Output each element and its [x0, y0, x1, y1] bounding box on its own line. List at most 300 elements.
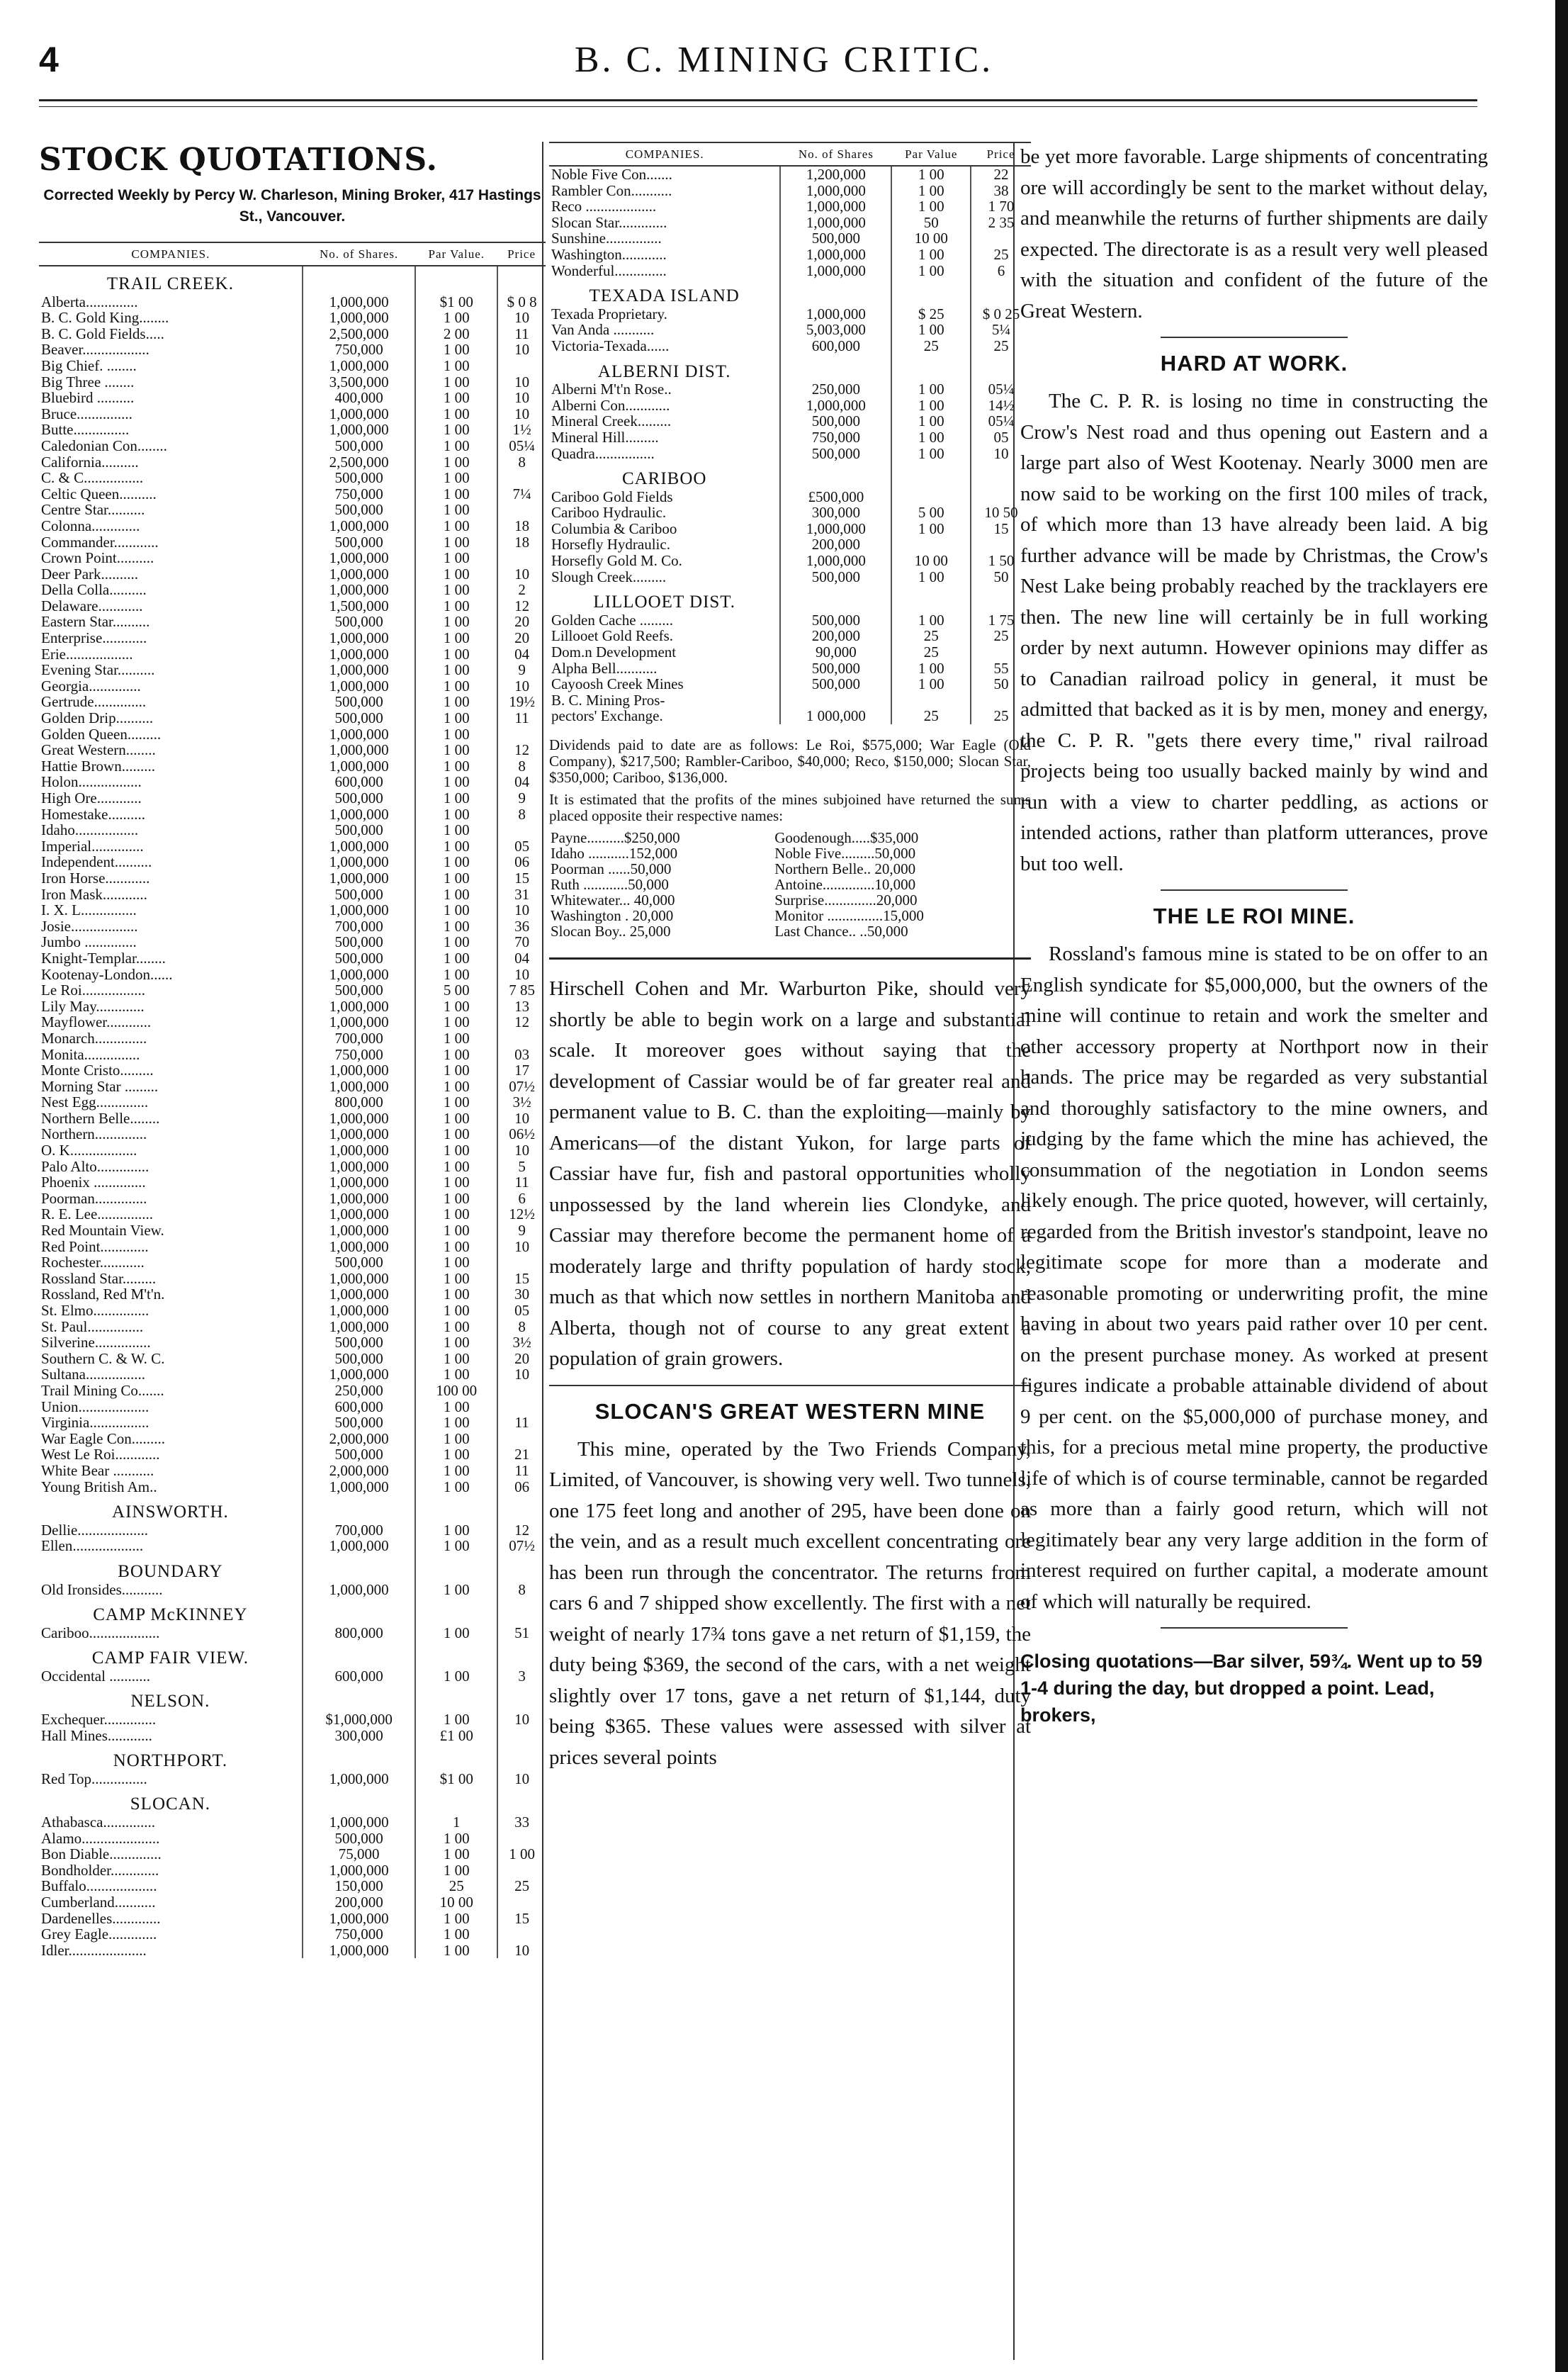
shares-cell: 1,000,000 — [780, 183, 891, 199]
price-cell: 10 — [497, 1142, 546, 1159]
table-row — [39, 1911, 546, 1927]
par-value-cell: 1 00 — [891, 398, 971, 414]
company-name: Iron Horse............ — [41, 869, 150, 887]
table-row — [39, 1030, 546, 1047]
group-heading — [549, 354, 1031, 382]
shares-cell: 1,000,000 — [303, 1142, 416, 1159]
table-row — [39, 662, 546, 678]
shares-cell: 500,000 — [303, 1415, 416, 1431]
group-heading — [39, 1684, 546, 1711]
price-cell: 33 — [497, 1814, 546, 1831]
shares-cell: 200,000 — [303, 1894, 416, 1911]
par-value-cell: 1 00 — [415, 358, 497, 374]
shares-cell: 1,000,000 — [303, 758, 416, 775]
par-value-cell: 1 00 — [415, 742, 497, 758]
company-name: Washington............ — [551, 245, 667, 263]
par-value-cell: 1 00 — [415, 710, 497, 726]
company-name: Evening Star.......... — [41, 661, 155, 679]
par-value-cell: 1 00 — [415, 1463, 497, 1479]
par-value-cell: 1 00 — [891, 381, 971, 398]
shares-cell: 600,000 — [780, 338, 891, 354]
table-row — [549, 536, 1031, 553]
shares-cell: 1,000,000 — [780, 215, 891, 231]
table-row — [39, 326, 546, 342]
estimate-entry: Idaho ...........152,000 — [551, 845, 678, 862]
table-row — [39, 1014, 546, 1030]
table-row — [549, 644, 1031, 661]
par-value-cell: 5 00 — [891, 505, 971, 521]
group-heading — [39, 1495, 546, 1522]
price-cell: 10 50 — [971, 505, 1031, 521]
company-name: Mineral Hill......... — [551, 428, 659, 446]
shares-cell: 150,000 — [303, 1878, 416, 1894]
par-value-cell: 1 00 — [891, 569, 971, 585]
company-name: Idler..................... — [41, 1941, 147, 1959]
shares-cell: 500,000 — [780, 676, 891, 692]
par-value-cell: 1 00 — [415, 470, 497, 486]
table-row — [549, 505, 1031, 521]
group-heading-label: TRAIL CREEK. — [106, 274, 234, 293]
price-cell: 3½ — [497, 1094, 546, 1111]
price-cell: 1 50 — [971, 553, 1031, 569]
par-value-cell: 1 00 — [415, 774, 497, 790]
par-value-cell: 1 00 — [415, 1271, 497, 1287]
shares-cell: 1,000,000 — [303, 1582, 416, 1598]
price-cell: 10 — [497, 902, 546, 918]
par-value-cell: 1 00 — [415, 454, 497, 471]
price-cell — [497, 1383, 546, 1399]
table-row — [549, 215, 1031, 231]
estimate-entry: Payne..........$250,000 — [551, 829, 680, 846]
shares-cell: 1,000,000 — [780, 398, 891, 414]
table-row — [39, 1142, 546, 1159]
par-value-cell: 10 00 — [415, 1894, 497, 1911]
price-cell: 6 — [497, 1191, 546, 1207]
price-cell — [497, 1399, 546, 1415]
shares-cell: 500,000 — [303, 1831, 416, 1847]
par-value-cell: 1 00 — [415, 1625, 497, 1641]
table-row — [39, 870, 546, 887]
company-name: Delaware............ — [41, 597, 143, 614]
price-cell: 25 — [497, 1878, 546, 1894]
company-name: Silverine............... — [41, 1334, 151, 1351]
table-row — [39, 534, 546, 551]
shares-cell: 500,000 — [780, 413, 891, 429]
price-cell: 22 — [971, 166, 1031, 183]
table-row — [39, 1062, 546, 1079]
par-value-cell: 1 00 — [415, 406, 497, 422]
par-value-cell: 1 00 — [415, 518, 497, 534]
price-cell: 9 — [497, 662, 546, 678]
price-cell: 05 — [497, 1303, 546, 1319]
shares-cell: 1,000,000 — [303, 1174, 416, 1191]
par-value-cell: 1 00 — [415, 1446, 497, 1463]
table-row — [549, 413, 1031, 429]
table-row — [39, 1383, 546, 1399]
par-value-cell: 1 00 — [415, 1911, 497, 1927]
shares-cell: 1,000,000 — [303, 422, 416, 438]
company-name: White Bear ........... — [41, 1461, 154, 1479]
mid-quotations-table — [549, 142, 1031, 724]
shares-cell: 500,000 — [303, 887, 416, 903]
price-cell: 50 — [971, 569, 1031, 585]
par-value-cell: 1 00 — [415, 582, 497, 598]
price-cell: 14½ — [971, 398, 1031, 414]
shares-cell: 5,003,000 — [780, 322, 891, 338]
shares-cell: 1,000,000 — [303, 406, 416, 422]
table-row — [39, 742, 546, 758]
slocan-article-title: SLOCAN'S GREAT WESTERN MINE — [594, 1398, 986, 1424]
table-row — [549, 247, 1031, 263]
shares-cell: 1,000,000 — [303, 518, 416, 534]
shares-cell: 500,000 — [780, 612, 891, 629]
shares-cell: 1,000,000 — [303, 1239, 416, 1255]
shares-cell: 750,000 — [303, 1047, 416, 1063]
column-header-company: COMPANIES. — [549, 142, 780, 166]
price-cell: 2 35 — [971, 215, 1031, 231]
table-row — [549, 166, 1031, 183]
company-name: Red Mountain View. — [41, 1222, 164, 1240]
price-cell: 8 — [497, 1582, 546, 1598]
table-row — [549, 429, 1031, 446]
company-name: Columbia & Cariboo — [551, 519, 677, 537]
table-row — [39, 294, 546, 310]
company-name: B. C. Mining Pros- — [551, 691, 665, 709]
company-name: Monita............... — [41, 1045, 140, 1063]
stock-quotations-title: STOCK QUOTATIONS. — [39, 142, 438, 178]
table-row — [39, 950, 546, 967]
par-value-cell: 1 00 — [415, 790, 497, 806]
shares-cell: 500,000 — [303, 982, 416, 999]
company-name: Alamo..................... — [41, 1829, 160, 1847]
par-value-cell: 1 00 — [415, 310, 497, 326]
company-name: Golden Cache ......... — [551, 611, 674, 629]
par-value-cell: 1 00 — [891, 166, 971, 183]
table-row — [549, 628, 1031, 644]
table-row — [39, 1582, 546, 1598]
price-cell — [497, 1862, 546, 1879]
estimate-row — [549, 830, 1031, 845]
company-name: pectors' Exchange. — [551, 707, 663, 725]
par-value-cell: 1 00 — [891, 198, 971, 215]
shares-cell: 2,500,000 — [303, 454, 416, 471]
company-name: St. Elmo............... — [41, 1302, 150, 1319]
table-row — [39, 806, 546, 823]
par-value-cell: 1 00 — [415, 534, 497, 551]
table-row — [549, 263, 1031, 279]
column-header-shares: No. of Shares. — [303, 242, 416, 266]
price-cell: 10 — [497, 1711, 546, 1728]
price-cell: 10 — [497, 406, 546, 422]
price-cell: 12 — [497, 742, 546, 758]
table-row — [549, 708, 1031, 724]
price-cell — [497, 822, 546, 838]
company-name: Commander............ — [41, 533, 159, 551]
company-name: Morning Star ......... — [41, 1077, 159, 1095]
shares-cell: 250,000 — [780, 381, 891, 398]
price-cell: 8 — [497, 806, 546, 823]
par-value-cell: 1 00 — [415, 646, 497, 663]
company-name: Monte Cristo......... — [41, 1062, 154, 1079]
group-heading — [39, 1641, 546, 1668]
par-value-cell: 25 — [891, 644, 971, 661]
company-name: High Ore............ — [41, 789, 142, 806]
shares-cell: 1,000,000 — [780, 198, 891, 215]
company-name: Beaver.................. — [41, 341, 150, 359]
table-row — [39, 887, 546, 903]
price-cell: 1 75 — [971, 612, 1031, 629]
group-heading — [549, 279, 1031, 306]
table-row — [39, 1538, 546, 1554]
table-row — [39, 1399, 546, 1415]
shares-cell: 1,000,000 — [303, 662, 416, 678]
company-name: Alpha Bell........... — [551, 659, 658, 677]
estimate-row — [549, 923, 1031, 939]
par-value-cell: 1 00 — [415, 1079, 497, 1095]
shares-cell: 1,500,000 — [303, 598, 416, 614]
company-name: Northern.............. — [41, 1125, 147, 1143]
par-value-cell: 1 00 — [415, 1126, 497, 1142]
shares-cell: 1,000,000 — [780, 521, 891, 537]
shares-cell: 1,000,000 — [303, 582, 416, 598]
company-name: California.......... — [41, 453, 139, 471]
par-value-cell: 1 00 — [891, 521, 971, 537]
price-cell — [497, 1254, 546, 1271]
table-row — [39, 1862, 546, 1879]
table-row — [39, 566, 546, 583]
table-row — [549, 398, 1031, 414]
shares-cell: 1,000,000 — [303, 902, 416, 918]
estimate-row — [549, 845, 1031, 861]
table-row — [39, 918, 546, 935]
company-name: Red Point............. — [41, 1237, 149, 1255]
table-row — [39, 999, 546, 1015]
shares-cell: 1,000,000 — [303, 310, 416, 326]
closing-quotations: Closing quotations—Bar silver, 59¾. Went up to 59 1-4 during the day, but dropped a point. Lead, brokers, — [1020, 1651, 1483, 1726]
company-name: Golden Drip.......... — [41, 709, 154, 727]
price-cell: 8 — [497, 1319, 546, 1335]
table-row — [39, 582, 546, 598]
par-value-cell: 1 00 — [415, 1334, 497, 1351]
company-name: Old Ironsides........... — [41, 1580, 163, 1598]
group-heading — [39, 1743, 546, 1771]
estimate-entry: Northern Belle.. 20,000 — [774, 860, 916, 877]
company-name: Virginia................ — [41, 1414, 150, 1432]
par-value-cell: 1 00 — [891, 413, 971, 429]
par-value-cell: 1 00 — [415, 1111, 497, 1127]
par-value-cell: 1 00 — [415, 374, 497, 390]
shares-cell: 1,000,000 — [303, 870, 416, 887]
table-row — [39, 1479, 546, 1495]
company-name: Sunshine............... — [551, 230, 662, 247]
company-name: Young British Am.. — [41, 1478, 157, 1495]
table-row — [39, 774, 546, 790]
table-row — [39, 1366, 546, 1383]
price-cell: 5¼ — [971, 322, 1031, 338]
table-row — [39, 1878, 546, 1894]
article-separator — [1161, 889, 1348, 891]
table-row — [39, 470, 546, 486]
company-name: Rambler Con........... — [551, 181, 672, 199]
par-value-cell: 1 00 — [415, 1538, 497, 1554]
price-cell: 05¼ — [497, 438, 546, 454]
shares-cell: 700,000 — [303, 1030, 416, 1047]
company-name: Bon Diable.............. — [41, 1845, 162, 1863]
company-name: West Le Roi............ — [41, 1446, 160, 1463]
par-value-cell: 1 00 — [415, 854, 497, 870]
table-row — [39, 838, 546, 855]
estimate-row — [549, 892, 1031, 908]
par-value-cell: 1 00 — [415, 918, 497, 935]
le-roi-text: Rossland's famous mine is stated to be on offer to an English syndicate for $5,000,000, but the owners of the mine will continue to retain and work the smelter and other accessory property at Northport now in their hands. The price may be regarded as very substantial and thoroughly satisfactory to the mine owners, and judging by the fame which the mine has achieved, the consummation of the negotiation in London seems likely enough. The price quoted, however, will certainly, regarded from the British investor's standpoint, leave no legitimate scope for more than a moderate and reasonable promoting or underwriting profit, the mine having in about two years paid rather over 10 per cent. on the present purchase money. As worked at present figures indicate a probable attainable dividend of about 9 per cent. on the $5,000,000 of purchase money, and this, for a precious metal mine property, the productive life of which is of course terminable, cannot be regarded as more than a fairly good return, which will not legitimately bear any very large addition in the form of interest required on further capital, a moderate amount of which will naturally be required. — [1020, 943, 1488, 1613]
shares-cell: 1,000,000 — [303, 1111, 416, 1127]
shares-cell: 1,000,000 — [303, 854, 416, 870]
price-cell: 12 — [497, 1014, 546, 1030]
shares-cell: 1 000,000 — [780, 708, 891, 724]
table-row — [39, 1334, 546, 1351]
estimate-row — [549, 877, 1031, 892]
par-value-cell: 1 00 — [891, 446, 971, 462]
company-name: Butte............... — [41, 421, 130, 439]
company-name: Homestake.......... — [41, 805, 145, 823]
company-name: O. K.................. — [41, 1142, 137, 1159]
company-name: Iron Mask............ — [41, 885, 147, 903]
shares-cell: 500,000 — [303, 694, 416, 710]
shares-cell: 1,000,000 — [303, 646, 416, 663]
company-name: Deer Park.......... — [41, 565, 139, 583]
price-cell — [497, 502, 546, 518]
par-value-cell: 1 00 — [891, 676, 971, 692]
shares-cell: 1,000,000 — [303, 294, 416, 310]
price-cell: 6 — [971, 263, 1031, 279]
estimate-intro: It is estimated that the profits of the mines subjoined have returned the sums placed opposite their respective names: — [549, 791, 1031, 824]
par-value-cell: 1 00 — [891, 612, 971, 629]
par-value-cell: 1 00 — [415, 1668, 497, 1685]
table-row — [549, 198, 1031, 215]
shares-cell: 1,000,000 — [303, 1538, 416, 1554]
group-heading-label: CAMP McKINNEY — [93, 1605, 248, 1625]
price-cell: 20 — [497, 630, 546, 646]
table-row — [39, 1446, 546, 1463]
price-cell: 07½ — [497, 1079, 546, 1095]
table-row — [39, 374, 546, 390]
price-cell: 11 — [497, 1415, 546, 1431]
par-value-cell: 1 00 — [415, 999, 497, 1015]
par-value-cell: 1 00 — [415, 1286, 497, 1303]
company-name: Centre Star.......... — [41, 501, 145, 519]
great-western-continuation: be yet more favorable. Large shipments of concentrating ore will accordingly be sent to the market without delay, and meanwhile the returns of further shipments are daily expected. The directorate is as a result very well pleased with the situation and confident of the future of the Great Western. — [1020, 145, 1488, 322]
par-value-cell: 1 00 — [415, 1943, 497, 1959]
company-name: Quadra................ — [551, 444, 655, 462]
company-name: Sultana................ — [41, 1366, 145, 1383]
table-row — [549, 446, 1031, 462]
stock-quotations-column — [39, 142, 546, 1958]
shares-cell: 600,000 — [303, 1399, 416, 1415]
table-row — [39, 694, 546, 710]
shares-cell: 1,000,000 — [303, 630, 416, 646]
table-row — [39, 1319, 546, 1335]
company-name: Athabasca.............. — [41, 1814, 155, 1831]
table-row — [39, 1254, 546, 1271]
price-cell — [497, 726, 546, 743]
group-heading-label: BOUNDARY — [118, 1561, 223, 1581]
column-header-price: Price — [497, 242, 546, 266]
table-row — [39, 822, 546, 838]
price-cell: 13 — [497, 999, 546, 1015]
price-cell: 15 — [497, 1271, 546, 1287]
shares-cell: 500,000 — [780, 569, 891, 585]
price-cell: $ 0 8 — [497, 294, 546, 310]
le-roi-title: THE LE ROI MINE. — [1153, 904, 1355, 928]
par-value-cell: 1 00 — [415, 1366, 497, 1383]
price-cell: 7¼ — [497, 486, 546, 502]
article-separator — [549, 1385, 1031, 1386]
shares-cell: 1,000,000 — [303, 566, 416, 583]
company-name: Knight-Templar........ — [41, 949, 166, 967]
par-value-cell: 1 00 — [415, 1862, 497, 1879]
company-name: Golden Queen......... — [41, 725, 162, 743]
company-name: Noble Five Con....... — [551, 166, 672, 183]
table-row — [39, 1894, 546, 1911]
company-name: Southern C. & W. C. — [41, 1349, 165, 1367]
price-cell: 17 — [497, 1062, 546, 1079]
shares-cell — [780, 692, 891, 709]
table-row — [39, 1771, 546, 1787]
table-row — [39, 502, 546, 518]
shares-cell: 750,000 — [303, 1926, 416, 1943]
stock-quotations-table — [39, 242, 546, 1958]
table-row — [39, 1047, 546, 1063]
company-name: Wonderful.............. — [551, 262, 667, 279]
company-name: Celtic Queen.......... — [41, 485, 157, 502]
shares-cell: 500,000 — [303, 934, 416, 950]
group-heading-label: AINSWORTH. — [112, 1502, 229, 1522]
table-row — [39, 934, 546, 950]
shares-cell: 2,500,000 — [303, 326, 416, 342]
company-name: Dellie................... — [41, 1521, 149, 1539]
article-separator — [1161, 337, 1348, 338]
price-cell: 20 — [497, 1351, 546, 1367]
column-header-par: Par Value — [891, 142, 971, 166]
estimate-entry: Surprise..............20,000 — [774, 892, 918, 909]
shares-cell: 1,000,000 — [303, 742, 416, 758]
price-cell: 25 — [971, 628, 1031, 644]
middle-column — [549, 142, 1031, 1773]
price-cell: 10 — [497, 374, 546, 390]
masthead: B. C. MINING CRITIC. — [574, 40, 994, 80]
shares-cell: 500,000 — [303, 470, 416, 486]
company-name: Alberni M't'n Rose.. — [551, 381, 672, 398]
estimate-entry: Goodenough.....$35,000 — [774, 829, 919, 846]
price-cell: 10 — [497, 390, 546, 406]
shares-cell: 500,000 — [303, 1334, 416, 1351]
estimate-row — [549, 861, 1031, 877]
shares-cell: 1,000,000 — [303, 1366, 416, 1383]
table-row — [39, 1159, 546, 1175]
table-row — [39, 1239, 546, 1255]
company-name: Caledonian Con........ — [41, 437, 167, 454]
company-name: C. & C................ — [41, 469, 144, 487]
section-rule — [549, 957, 1031, 960]
article-separator — [1161, 1627, 1348, 1629]
table-row — [39, 710, 546, 726]
table-row — [39, 406, 546, 422]
par-value-cell: 1 00 — [415, 902, 497, 918]
company-name: Horsefly Gold M. Co. — [551, 552, 682, 570]
group-heading-label: TEXADA ISLAND — [589, 286, 740, 306]
scan-edge — [1555, 0, 1568, 2372]
price-cell: 20 — [497, 614, 546, 630]
